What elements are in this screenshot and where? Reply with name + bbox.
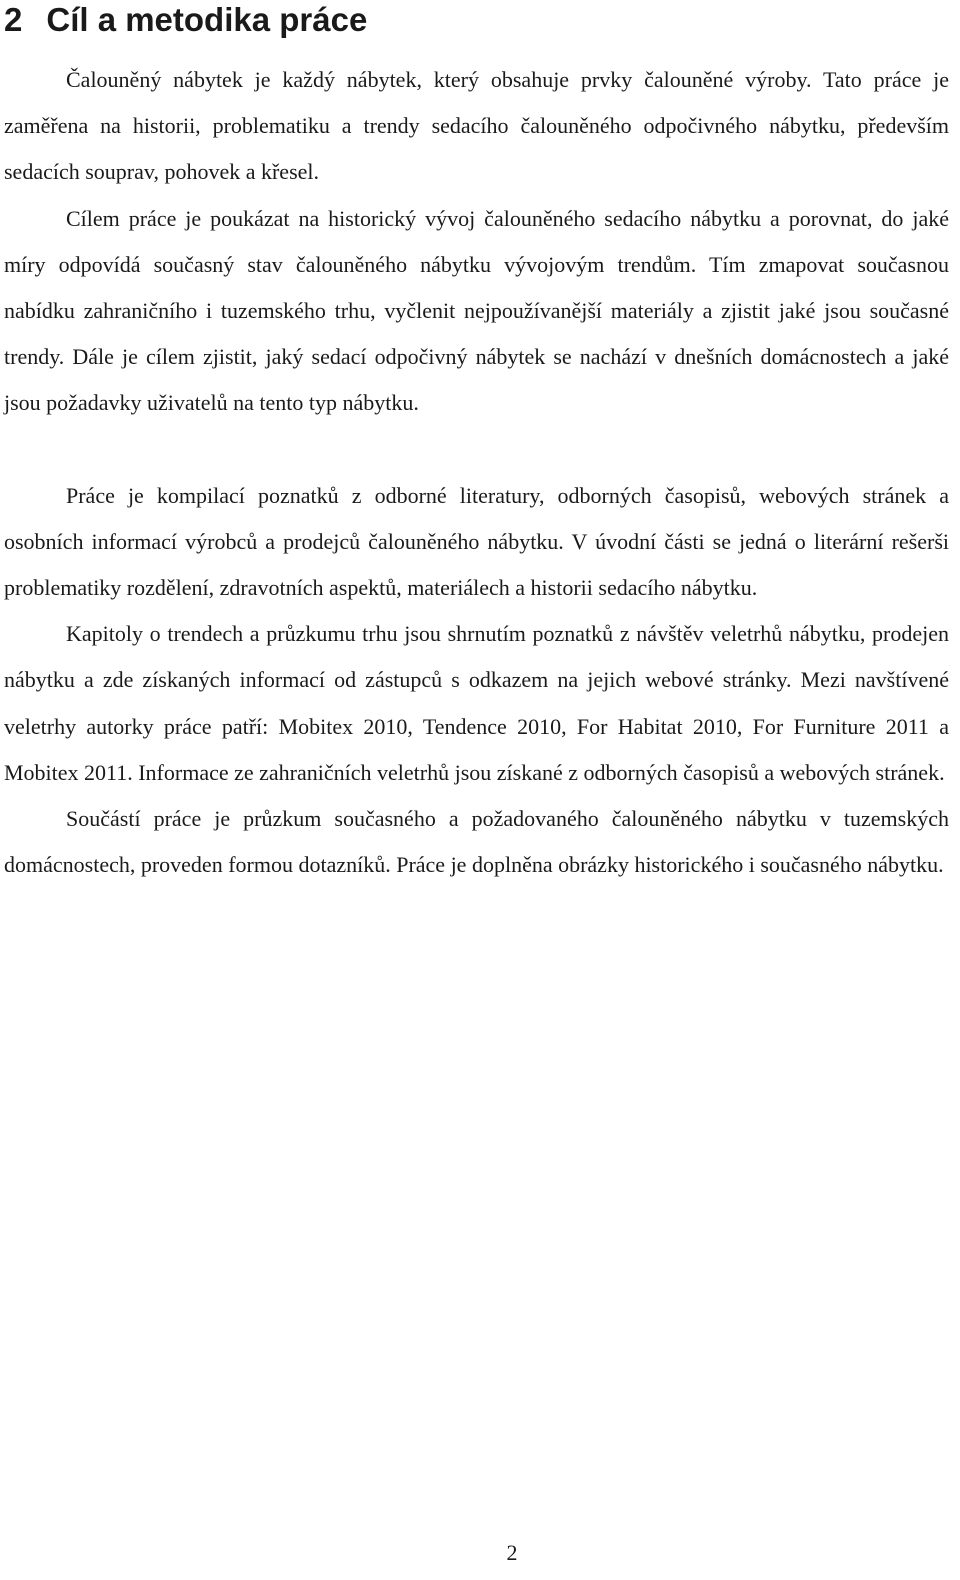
chapter-title: Cíl a metodika práce <box>46 1 368 38</box>
paragraph: Součástí práce je průzkum současného a požadovaného čalouněného nábytku v tuzemských domácnostech, proveden formou dotazníků. Práce je doplněna obrázky historického i současného nábytku. <box>4 806 949 878</box>
paragraph: Kapitoly o trendech a průzkumu trhu jsou shrnutím poznatků z návštěv veletrhů nábytku, prodejen nábytku a zde získaných informací od zástupců s odkazem na jejich webové stránky. Mezi navštívené veletrhy autorky práce patří: Mobitex 2010, Tendence 2010, For Habitat 2010, For Furniture 2011 a Mobitex 2011. Informace ze zahraničních veletrhů jsou získané z odborných časopisů a webových stránek. <box>4 621 949 785</box>
chapter-number: 2 <box>4 1 23 38</box>
paragraph: Cílem práce je poukázat na historický vývoj čalouněného sedacího nábytku a porovnat, do jaké míry odpovídá současný stav čalouněného nábytku vývojovým trendům. Tím zmapovat současnou nabídku zahraničního i tuzemského trhu, vyčlenit nejpoužívanější materiály a zjistit jaké jsou současné trendy. Dále je cílem zjistit, jaký sedací odpočivný nábytek se nachází v dnešních domácnostech a jaké jsou požadavky uživatelů na tento typ nábytku. <box>4 205 949 416</box>
chapter-heading <box>4 0 367 40</box>
page-number: 2 <box>506 1540 518 1565</box>
paragraph: Čalouněný nábytek je každý nábytek, který obsahuje prvky čalouněné výroby. Tato práce je zaměřena na historii, problematiku a trendy sedacího čalouněného odpočivného nábytku, především sedacích souprav, pohovek a křesel. <box>4 67 949 185</box>
body-text <box>4 57 949 888</box>
paragraph: Práce je kompilací poznatků z odborné literatury, odborných časopisů, webových stránek a osobních informací výrobců a prodejců čalouněného nábytku. V úvodní části se jedná o literární rešerši problematiky rozdělení, zdravotních aspektů, materiálech a historii sedacího nábytku. <box>4 482 949 601</box>
